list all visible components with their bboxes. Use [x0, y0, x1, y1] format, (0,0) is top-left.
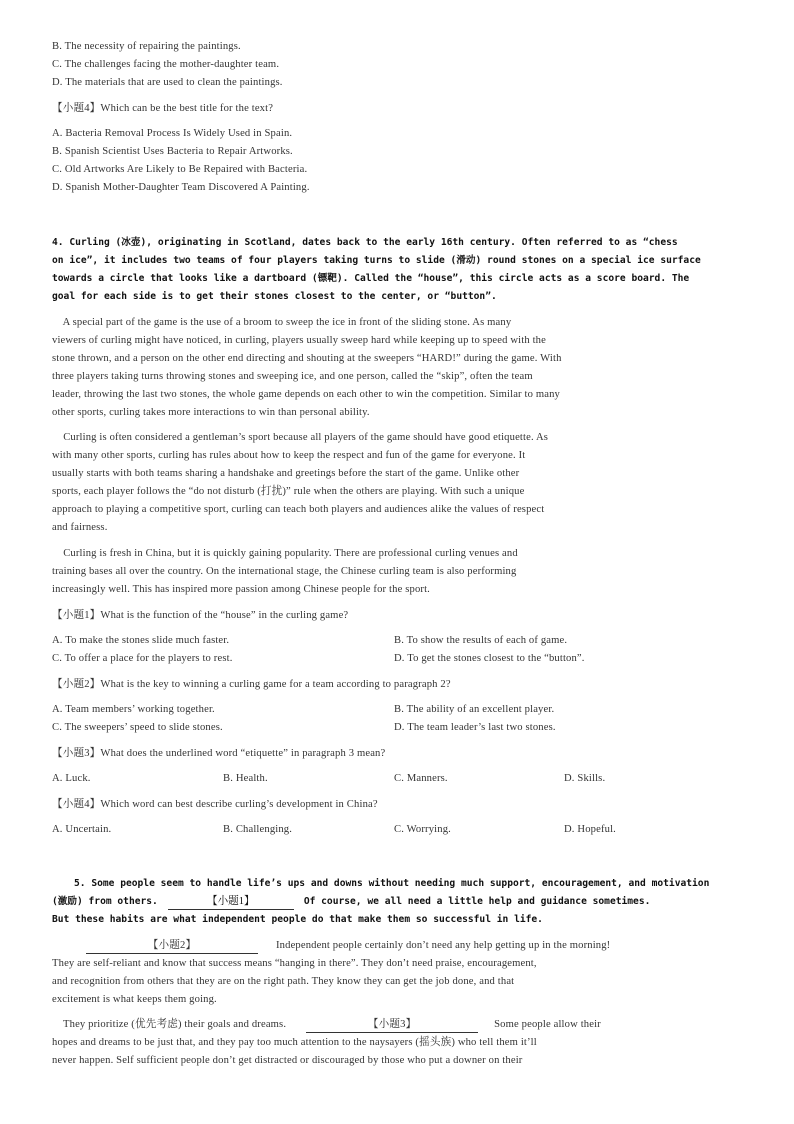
option-c: C. Worrying. — [394, 824, 451, 835]
passage-intro-line: on ice”, it includes two teams of four players taking turns to slide (滑动) round stones on a special ice surface — [52, 255, 701, 266]
paragraph-line: excitement is what keeps them going. — [52, 994, 217, 1005]
paragraph-line: other sports, curling takes more interactions to win than personal ability. — [52, 407, 370, 418]
option-c: C. The sweepers’ speed to slide stones. — [52, 722, 223, 733]
paragraph-line: never happen. Self sufficient people don’t get distracted or discouraged by those who put a downer on their — [52, 1055, 523, 1066]
passage-intro-line: goal for each side is to get their stones closest to the center, or “button”. — [52, 291, 497, 302]
option-line: C. Old Artworks Are Likely to Be Repaired with Bacteria. — [52, 164, 308, 175]
passage-intro-line: 5. Some people seem to handle life’s ups and downs without needing much support, encouragement, and motivation — [74, 878, 710, 889]
option-line: D. Spanish Mother-Daughter Team Discovered A Painting. — [52, 182, 310, 193]
option-a: A. Uncertain. — [52, 824, 112, 835]
paragraph-line: and fairness. — [52, 522, 108, 533]
text-segment: Of course, we all need a little help and guidance sometimes. — [303, 896, 651, 907]
option-b: B. The ability of an excellent player. — [394, 704, 555, 715]
option-d: D. Hopeful. — [564, 824, 616, 835]
paragraph-line: viewers of curling might have noticed, in curling, players usually sweep hard while keeping up to speed with the — [52, 335, 546, 346]
paragraph-line: training bases all over the country. On the international stage, the Chinese curling team is also performing — [52, 566, 517, 577]
paragraph-line: Curling is fresh in China, but it is quickly gaining popularity. There are professional curling venues and — [52, 548, 518, 559]
text-segment: (激励) from others. — [52, 896, 158, 907]
question-stem: 【小题2】What is the key to winning a curling game for a team according to paragraph 2? — [52, 679, 451, 690]
paragraph-line: hopes and dreams to be just that, and they pay too much attention to the naysayers (摇头族) who tell them it’ll — [52, 1037, 537, 1048]
option-line: B. The necessity of repairing the paintings. — [52, 41, 241, 52]
question-stem: 【小题4】Which can be the best title for the text? — [52, 103, 274, 114]
passage-intro-line — [52, 895, 650, 910]
option-line: A. Bacteria Removal Process Is Widely Used in Spain. — [52, 128, 293, 139]
option-d: D. To get the stones closest to the “button”. — [394, 653, 585, 664]
paragraph-line — [86, 939, 610, 954]
option-line: C. The challenges facing the mother-daughter team. — [52, 59, 280, 70]
paragraph-line: and recognition from others that they are on the right path. They know they can get the job done, and that — [52, 976, 515, 987]
text-segment: Independent people certainly don’t need any help getting up in the morning! — [276, 940, 611, 951]
option-a: A. Team members’ working together. — [52, 704, 215, 715]
answer-blank-2[interactable]: 【小题2】 — [86, 939, 258, 954]
option-line: D. The materials that are used to clean the paintings. — [52, 77, 283, 88]
paragraph-line: approach to playing a competitive sport, curling can teach both players and audiences alike the values of respect — [52, 504, 545, 515]
question-stem: 【小题4】Which word can best describe curling’s development in China? — [52, 799, 378, 810]
option-c: C. Manners. — [394, 773, 448, 784]
paragraph-line: with many other sports, curling has rules about how to keep the respect and fun of the game for everyone. It — [52, 450, 526, 461]
paragraph-line — [52, 1018, 601, 1033]
option-line: B. Spanish Scientist Uses Bacteria to Repair Artworks. — [52, 146, 293, 157]
option-a: A. To make the stones slide much faster. — [52, 635, 230, 646]
question-stem: 【小题3】What does the underlined word “etiquette” in paragraph 3 mean? — [52, 748, 386, 759]
text-segment: Some people allow their — [494, 1019, 601, 1030]
option-b: B. Challenging. — [223, 824, 293, 835]
passage-intro-line: But these habits are what independent people do that make them so successful in life. — [52, 914, 543, 925]
option-c: C. To offer a place for the players to rest. — [52, 653, 233, 664]
option-b: B. Health. — [223, 773, 268, 784]
answer-blank-3[interactable]: 【小题3】 — [306, 1018, 478, 1033]
paragraph-line: A special part of the game is the use of a broom to sweep the ice in front of the sliding stone. As many — [52, 317, 512, 328]
paragraph-line: usually starts with both teams sharing a handshake and greetings before the start of the game. Unlike other — [52, 468, 520, 479]
option-b: B. To show the results of each of game. — [394, 635, 568, 646]
paragraph-line: sports, each player follows the “do not disturb (打扰)” rule when the others are playing. With such a unique — [52, 486, 525, 497]
paragraph-line: They are self-reliant and know that success means “hanging in there”. They don’t need praise, encouragement, — [52, 958, 537, 969]
paragraph-line: three players taking turns throwing stones and sweeping ice, and one person, called the “skip”, often the team — [52, 371, 533, 382]
text-segment: They prioritize (优先考虑) their goals and dreams. — [52, 1019, 287, 1030]
answer-blank-1[interactable]: 【小题1】 — [168, 895, 294, 910]
option-d: D. The team leader’s last two stones. — [394, 722, 556, 733]
question-stem: 【小题1】What is the function of the “house” in the curling game? — [52, 610, 349, 621]
paragraph-line: leader, throwing the last two stones, the whole game depends on each other to win the competition. Similar to many — [52, 389, 560, 400]
paragraph-line: increasingly well. This has inspired more passion among Chinese people for the sport. — [52, 584, 430, 595]
option-d: D. Skills. — [564, 773, 606, 784]
passage-intro-line: 4. Curling (冰壶), originating in Scotland, dates back to the early 16th century. Often referred to as “chess — [52, 237, 678, 248]
passage-intro-line: towards a circle that looks like a dartboard (镖靶). Called the “house”, this circle acts as a score board. The — [52, 273, 690, 284]
paragraph-line: stone thrown, and a person on the other end directing and shouting at the sweepers “HARD!” during the game. With — [52, 353, 562, 364]
option-a: A. Luck. — [52, 773, 91, 784]
paragraph-line: Curling is often considered a gentleman’s sport because all players of the game should have good etiquette. As — [52, 432, 549, 443]
